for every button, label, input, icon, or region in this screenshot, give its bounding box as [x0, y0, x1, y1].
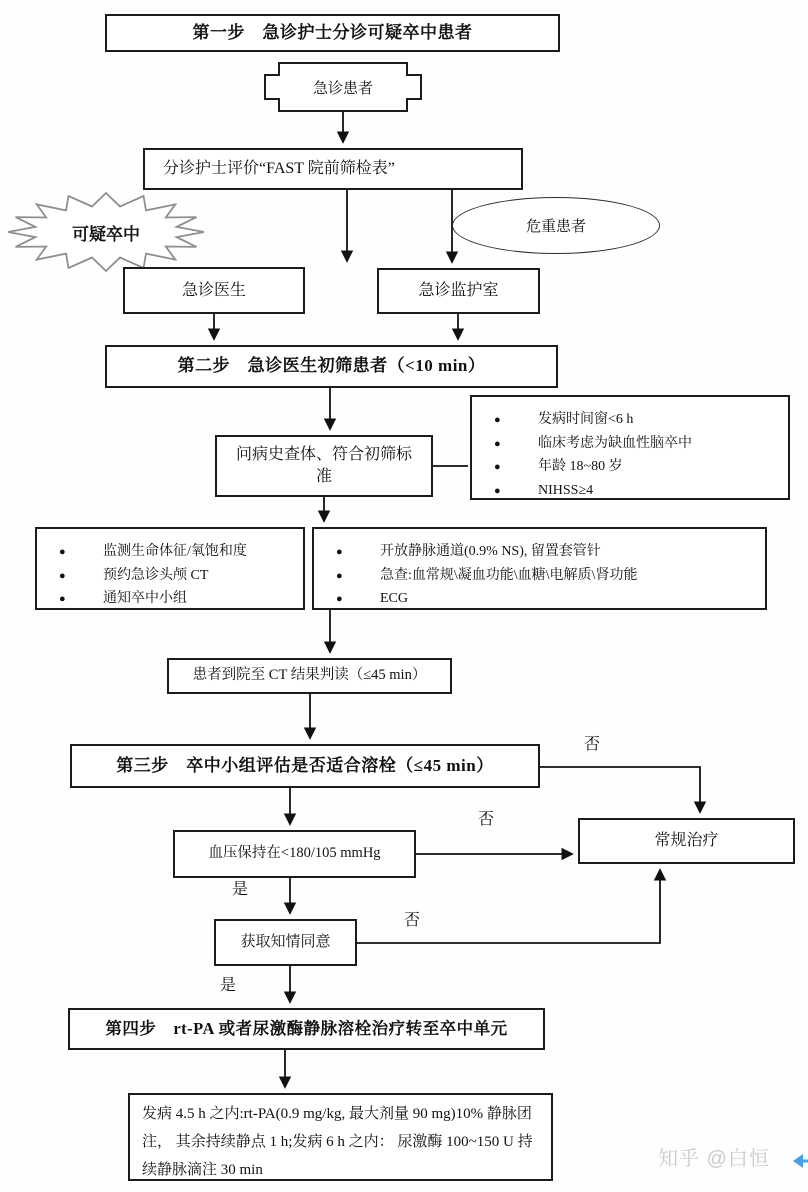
- lab-actions-list: [330, 539, 637, 612]
- fast-screening-box: [143, 148, 523, 190]
- bullet-icon: ●: [494, 485, 501, 498]
- bullet-icon: ●: [336, 546, 343, 558]
- screening-criteria-box: [470, 395, 790, 500]
- list-item: ● 临床考虑为缺血性脑卒中: [488, 433, 692, 455]
- er-patient-node: [264, 62, 422, 112]
- er-patient-label: 急诊患者: [312, 80, 373, 97]
- bullet-icon: ●: [59, 593, 66, 606]
- ct-reading-label: 患者到院至 CT 结果判读（≤45 min）: [192, 667, 427, 684]
- list-item: ● ECG: [330, 588, 637, 610]
- lab-actions-box: [312, 527, 767, 610]
- monitoring-actions-list: [53, 539, 247, 612]
- list-item: ● 开放静脉通道(0.9% NS), 留置套管针: [330, 541, 637, 563]
- edge-label-yes-bp: 是: [232, 881, 249, 898]
- step1-box: [105, 14, 560, 52]
- list-item: ● 年龄 18~80 岁: [488, 456, 692, 478]
- er-doctor-box: [123, 267, 305, 314]
- dosing-protocol-box: [128, 1093, 553, 1181]
- edge-label-no-consent: 否: [404, 912, 421, 929]
- edge-label-yes-consent: 是: [220, 977, 237, 994]
- step2-title: 第二步 急诊医生初筛患者（<10 min）: [177, 356, 486, 376]
- er-icu-box: [377, 268, 540, 314]
- history-exam-label: 问病史查体、符合初筛标准: [235, 446, 412, 485]
- blue-left-arrow-icon: [792, 1150, 808, 1174]
- bullet-icon: ●: [59, 546, 66, 558]
- zhihu-watermark: 知乎 @白恒: [658, 1148, 770, 1170]
- step3-box: [70, 744, 540, 788]
- er-icu-label: 急诊监护室: [418, 282, 499, 300]
- step3-title: 第三步 卒中小组评估是否适合溶栓（≤45 min）: [116, 755, 494, 775]
- suspected-stroke-burst: [6, 192, 206, 272]
- list-item: ● 发病时间窗<6 h: [488, 409, 692, 431]
- dosing-protocol-text: 发病 4.5 h 之内:rt-PA(0.9 mg/kg, 最大剂量 90 mg)10% 静脉团注， 其余持续静点 1 h;发病 6 h 之内： 尿激酶 100~150 U 持续静脉滴注 30 min: [142, 1106, 533, 1178]
- critical-patient-ellipse: [452, 197, 660, 254]
- monitoring-actions-box: [35, 527, 305, 610]
- informed-consent-label: 获取知情同意: [240, 934, 331, 951]
- routine-treatment-label: 常规治疗: [654, 832, 719, 850]
- informed-consent-box: [214, 919, 357, 966]
- routine-treatment-box: [578, 818, 795, 864]
- ct-reading-box: [167, 658, 452, 694]
- step1-title: 第一步 急诊护士分诊可疑卒中患者: [192, 22, 473, 42]
- bullet-icon: ●: [494, 437, 501, 450]
- list-item: ● 预约急诊头颅 CT: [53, 565, 247, 587]
- bullet-icon: ●: [336, 569, 343, 582]
- critical-patient-label: 危重患者: [525, 219, 586, 235]
- suspected-stroke-label: 可疑卒中: [72, 224, 140, 244]
- list-item: ● NIHSS≥4: [488, 480, 692, 502]
- history-exam-box: [215, 435, 433, 497]
- step4-box: [68, 1008, 545, 1050]
- screening-criteria-list: [488, 407, 692, 504]
- fast-screening-label: 分诊护士评价“FAST 院前筛检表”: [163, 160, 395, 178]
- er-doctor-label: 急诊医生: [181, 281, 246, 299]
- bullet-icon: ●: [59, 569, 66, 582]
- blood-pressure-box: [173, 830, 416, 878]
- bullet-icon: ●: [494, 461, 501, 474]
- edge-label-no-bp: 否: [478, 811, 495, 828]
- blood-pressure-label: 血压保持在<180/105 mmHg: [208, 845, 381, 862]
- bullet-icon: ●: [494, 414, 501, 426]
- list-item: ● 监测生命体征/氧饱和度: [53, 541, 247, 563]
- step2-box: [105, 345, 558, 388]
- edge-label-no-step3: 否: [584, 736, 601, 753]
- step4-title: 第四步 rt-PA 或者尿激酶静脉溶栓治疗转至卒中单元: [105, 1018, 508, 1038]
- list-item: ● 通知卒中小组: [53, 588, 247, 610]
- list-item: ● 急查:血常规\凝血功能\血糖\电解质\肾功能: [330, 565, 637, 587]
- bullet-icon: ●: [336, 593, 343, 606]
